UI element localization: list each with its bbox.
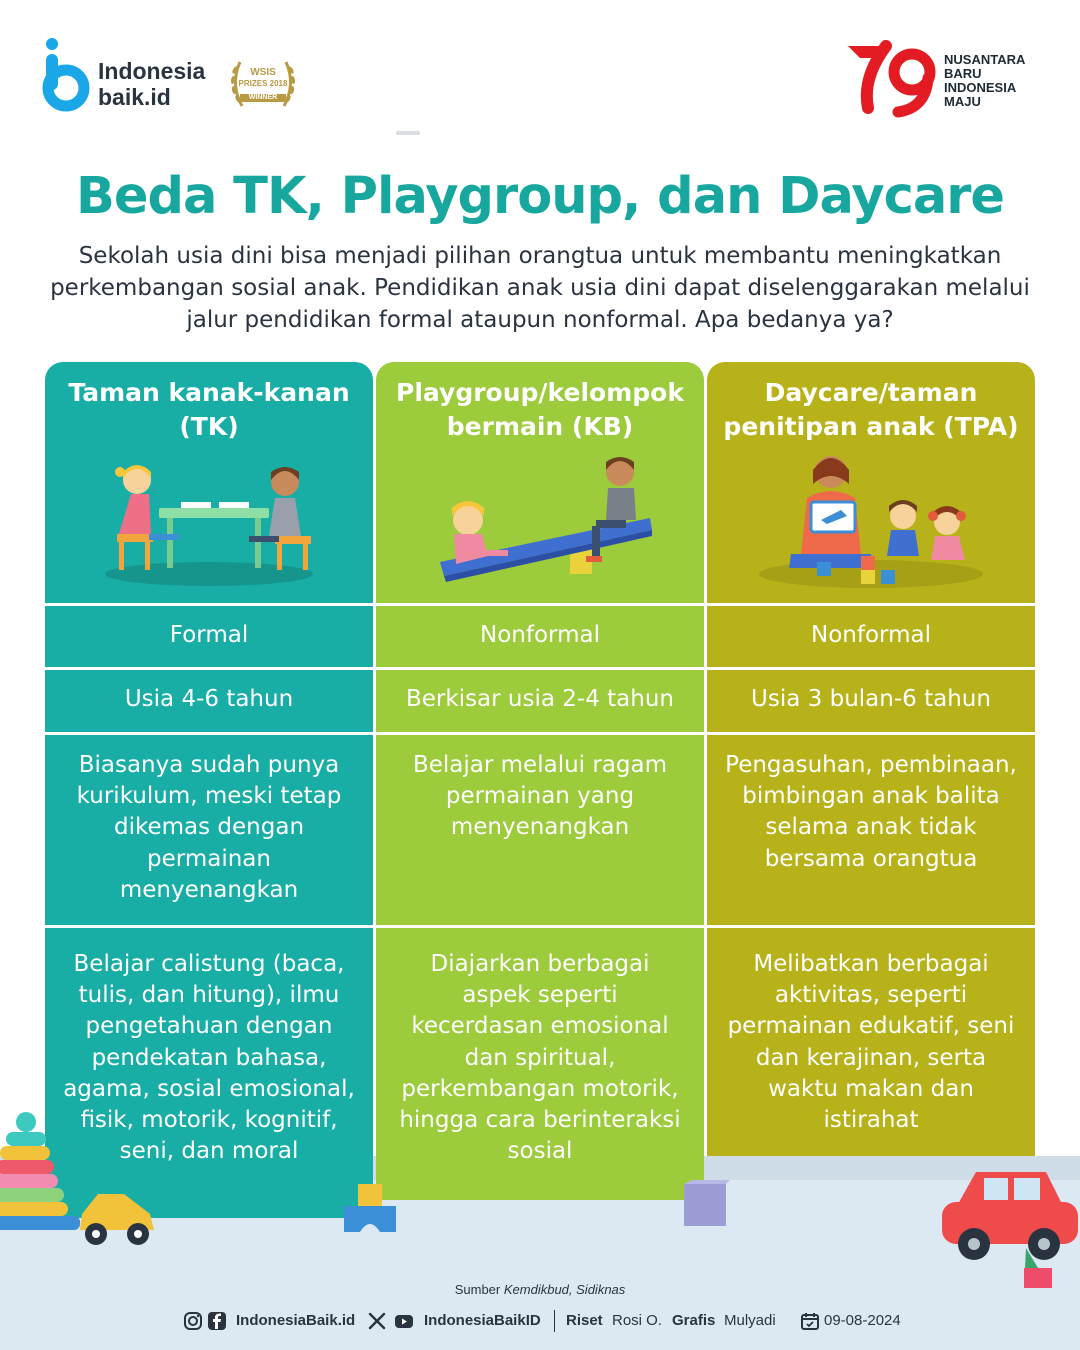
- toy-stacker-and-car-icon: [0, 1110, 160, 1256]
- row-divider: [0, 925, 1080, 928]
- award-title: WSIS: [250, 67, 276, 78]
- hut-ri-79-logo-icon: [842, 38, 942, 118]
- toy-car-icon: [938, 1160, 1080, 1290]
- tk-type: Formal: [169, 622, 249, 648]
- instagram-icon[interactable]: [183, 1311, 203, 1331]
- tk-description: Biasanya sudah punya kurikulum, meski tetap dikemas dengan permainan menyenangkan: [76, 752, 342, 903]
- tpa-activities: Melibatkan berbagai aktivitas, seperti permainan edukatif, seni dan kerajinan, serta waktu makan dan istirahat: [727, 951, 1015, 1134]
- wsis-award-badge: [226, 52, 300, 116]
- grafis-label: Grafis: [672, 1312, 716, 1329]
- tk-age: Usia 4-6 tahun: [124, 686, 294, 712]
- x-twitter-icon[interactable]: [367, 1311, 387, 1331]
- page-title: Beda TK, Playgroup, dan Daycare: [76, 167, 1004, 226]
- publish-date: 09-08-2024: [824, 1312, 901, 1329]
- daycare-teacher-kids-illustration-icon: [751, 450, 991, 590]
- tpa-type: Nonformal: [811, 622, 931, 648]
- kb-type: Nonformal: [480, 622, 600, 648]
- column-heading: Taman kanak-kanan (TK): [68, 378, 350, 441]
- award-year: PRIZES 2018: [238, 79, 288, 88]
- source-credit: Sumber Kemdikbud, Sidiknas: [454, 1282, 626, 1297]
- toy-block-arch-icon: [340, 1182, 400, 1236]
- column-heading: Playgroup/kelompok bermain (KB): [396, 378, 684, 441]
- footer-divider: [554, 1310, 555, 1332]
- divider-dot: [396, 131, 420, 135]
- brand-name: Indonesia baik.id: [98, 58, 206, 110]
- kb-activities: Diajarkan berbagai aspek seperti kecerdasan emosional dan spiritual, perkembangan motorik, hingga cara berinteraksi sosial: [399, 951, 681, 1165]
- row-divider: [0, 667, 1080, 670]
- tpa-description: Pengasuhan, pembinaan, bimbingan anak balita selama anak tidak bersama orangtua: [725, 752, 1017, 872]
- footer-bar: [0, 1308, 1080, 1334]
- riset-name: Rosi O.: [612, 1312, 663, 1329]
- tk-activities: Belajar calistung (baca, tulis, dan hitung), ilmu pengetahuan dengan pendekatan bahasa, agama, sosial emosional, fisik, motorik, kognitif, seni, dan moral: [63, 951, 355, 1165]
- intro-paragraph: Sekolah usia dini bisa menjadi pilihan orangtua untuk membantu meningkatkan perkembangan sosial anak. Pendidikan anak usia dini dapat diselenggarakan melalui jalur pendidikan formal ataupun nonformal. Apa bedanya ya?: [50, 243, 1030, 333]
- grafis-name: Mulyadi: [724, 1312, 776, 1329]
- column-heading: Daycare/taman penitipan anak (TPA): [723, 378, 1019, 441]
- youtube-icon[interactable]: [394, 1311, 414, 1331]
- calendar-icon: [800, 1311, 820, 1331]
- riset-label: Riset: [566, 1312, 603, 1329]
- indonesiabaik-logo-icon: [42, 36, 92, 112]
- row-divider: [0, 603, 1080, 606]
- facebook-icon[interactable]: [207, 1311, 227, 1331]
- tpa-age: Usia 3 bulan-6 tahun: [751, 686, 991, 712]
- kb-description: Belajar melalui ragam permainan yang menyenangkan: [412, 752, 668, 841]
- row-divider: [0, 732, 1080, 735]
- anniversary-tagline: NUSANTARA BARU INDONESIA MAJU: [944, 52, 1026, 109]
- seesaw-illustration-icon: [420, 450, 660, 590]
- social-handle-website[interactable]: IndonesiaBaik.id: [236, 1312, 356, 1329]
- kb-age: Berkisar usia 2-4 tahun: [405, 686, 674, 712]
- kids-at-table-illustration-icon: [89, 450, 329, 590]
- toy-cube-icon: [682, 1180, 730, 1230]
- award-winner: WINNER: [240, 94, 286, 102]
- social-handle-id[interactable]: IndonesiaBaikID: [424, 1312, 541, 1329]
